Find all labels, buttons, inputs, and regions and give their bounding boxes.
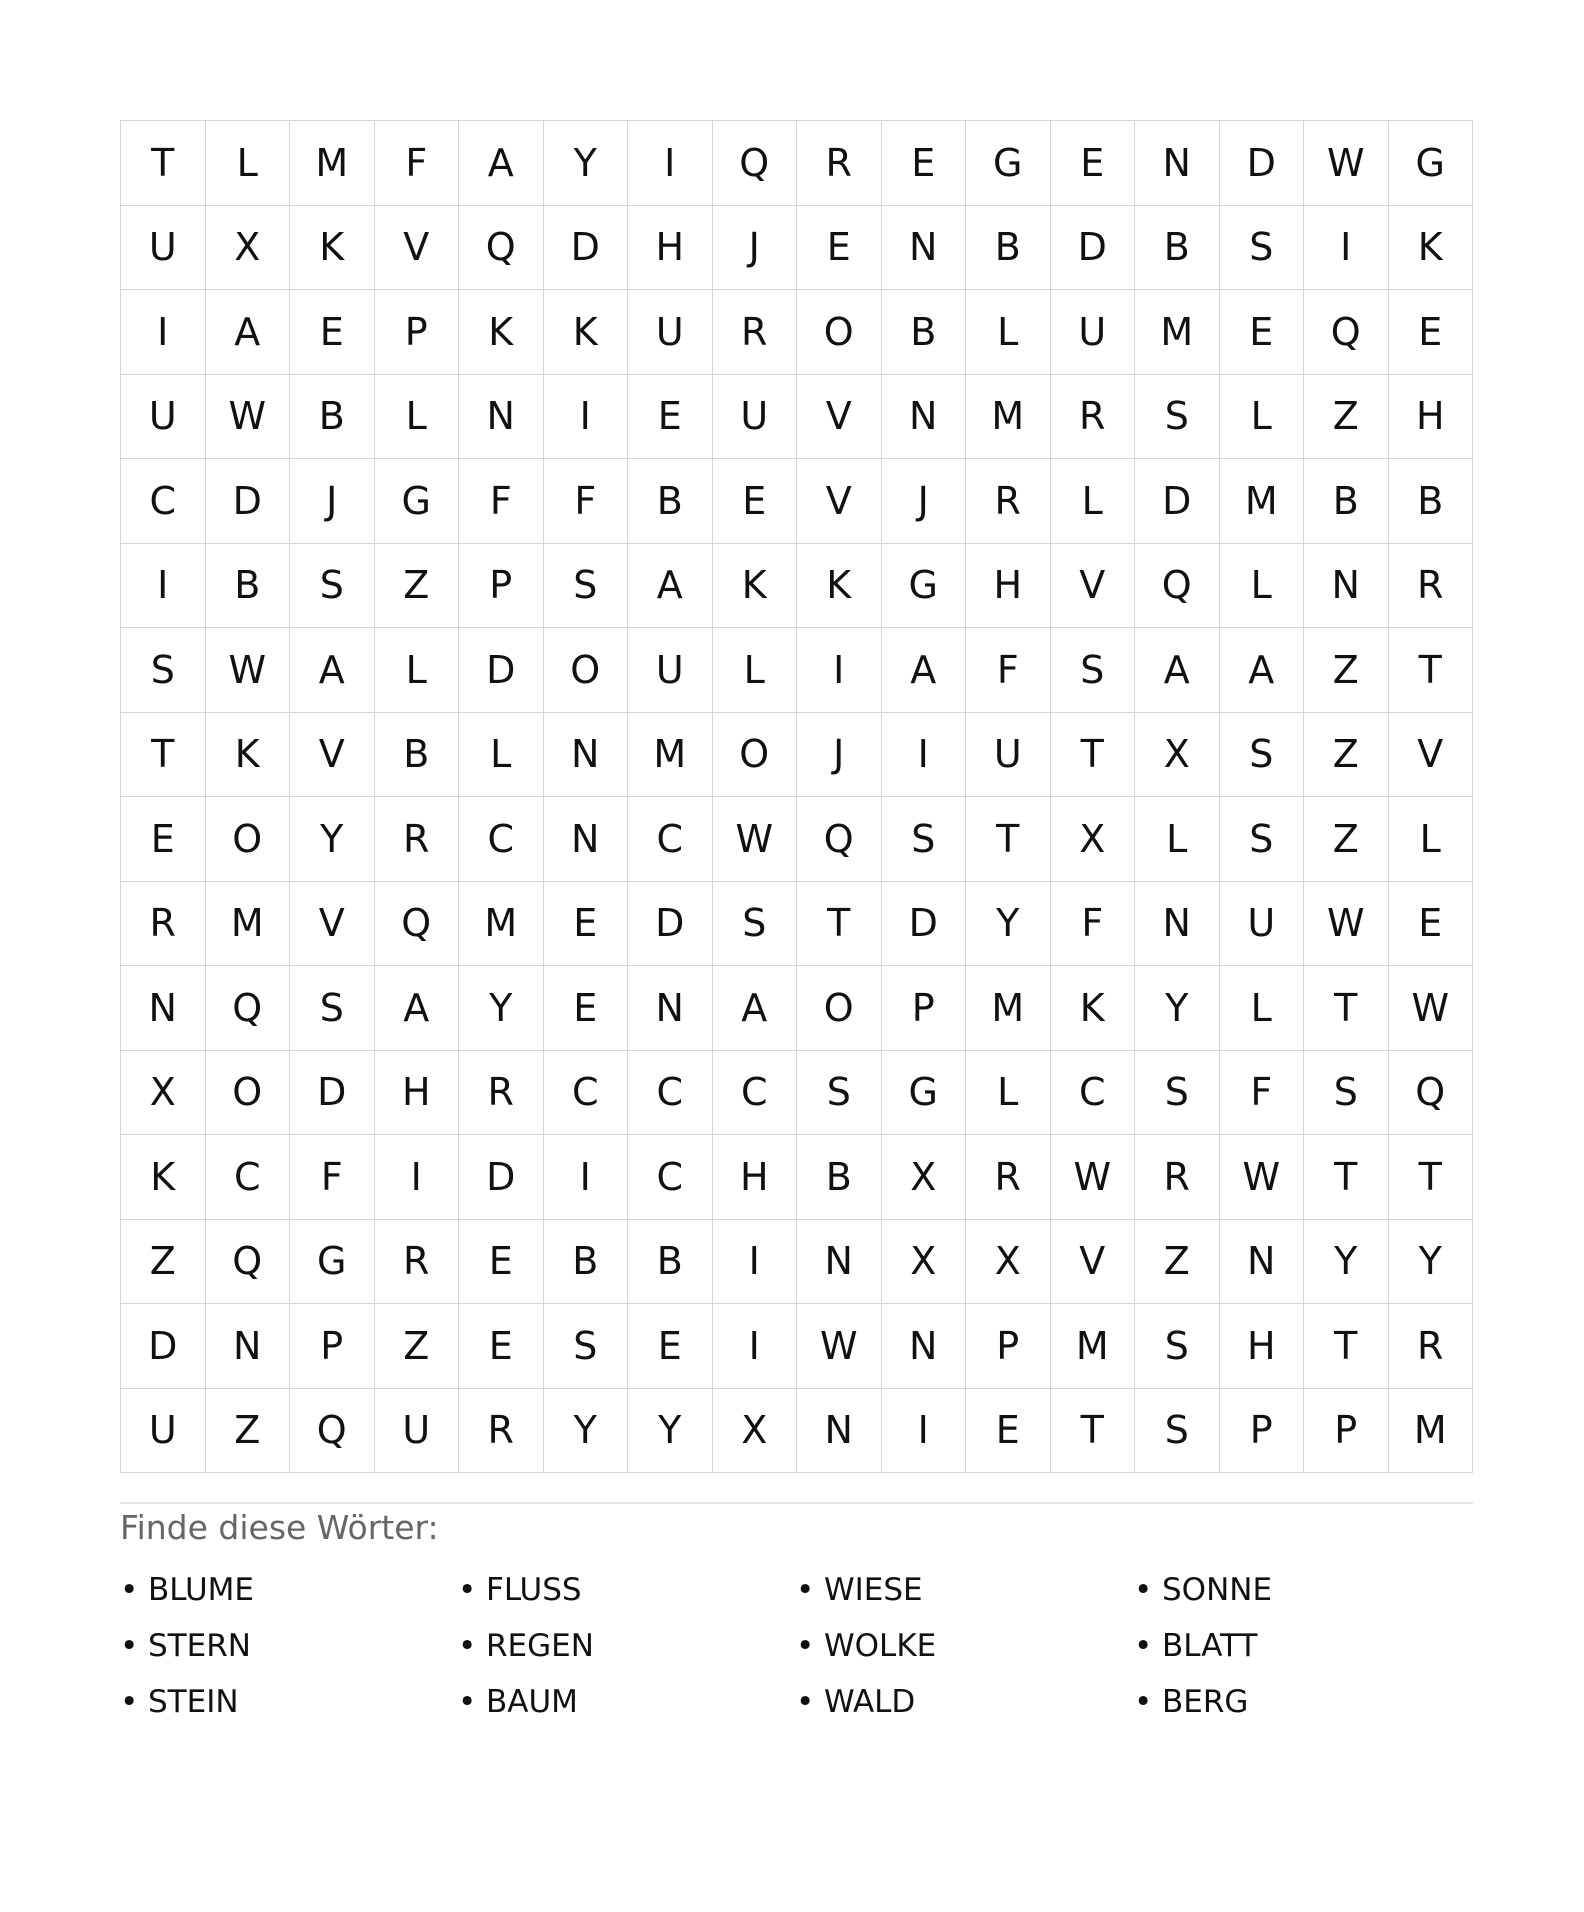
grid-cell[interactable]: C — [459, 797, 544, 882]
grid-cell[interactable]: B — [797, 1135, 882, 1220]
grid-cell[interactable]: U — [1051, 290, 1136, 375]
grid-cell[interactable]: D — [459, 1135, 544, 1220]
grid-cell[interactable]: E — [1220, 290, 1305, 375]
grid-cell[interactable]: C — [1051, 1051, 1136, 1136]
word-list-heading: Finde diese Wörter: — [120, 1508, 439, 1547]
word-list-item — [120, 1562, 458, 1618]
grid-cell[interactable]: B — [882, 290, 967, 375]
grid-cell[interactable]: L — [206, 121, 291, 206]
bullet-icon: • — [120, 1684, 139, 1720]
grid-cell[interactable]: R — [1389, 544, 1474, 629]
grid-cell[interactable]: X — [206, 206, 291, 291]
word-label: REGEN — [486, 1628, 594, 1664]
grid-cell[interactable]: Z — [121, 1220, 206, 1305]
grid-cell[interactable]: K — [1389, 206, 1474, 291]
grid-cell[interactable]: C — [628, 1051, 713, 1136]
grid-cell[interactable]: R — [121, 882, 206, 967]
grid-cell[interactable]: N — [544, 713, 629, 798]
grid-cell[interactable]: N — [628, 966, 713, 1051]
grid-cell[interactable]: Y — [459, 966, 544, 1051]
grid-cell[interactable]: F — [459, 459, 544, 544]
bullet-icon: • — [796, 1684, 815, 1720]
grid-cell[interactable]: I — [121, 544, 206, 629]
bullet-icon: • — [1134, 1628, 1153, 1664]
word-list-item — [458, 1674, 796, 1730]
grid-cell[interactable]: H — [1389, 375, 1474, 460]
grid-cell[interactable]: H — [628, 206, 713, 291]
grid-cell[interactable]: S — [544, 1304, 629, 1389]
grid-cell[interactable]: E — [459, 1220, 544, 1305]
grid-cell[interactable]: L — [966, 1051, 1051, 1136]
grid-cell[interactable]: Q — [1304, 290, 1389, 375]
grid-cell[interactable]: T — [1389, 628, 1474, 713]
grid-cell[interactable]: A — [206, 290, 291, 375]
grid-cell[interactable]: O — [713, 713, 798, 798]
grid-cell[interactable]: E — [121, 797, 206, 882]
grid-cell[interactable]: Y — [290, 797, 375, 882]
grid-cell[interactable]: S — [290, 966, 375, 1051]
grid-cell[interactable]: D — [1135, 459, 1220, 544]
grid-cell[interactable]: S — [713, 882, 798, 967]
grid-cell[interactable]: B — [628, 1220, 713, 1305]
grid-cell[interactable]: T — [1389, 1135, 1474, 1220]
grid-cell[interactable]: H — [1220, 1304, 1305, 1389]
grid-cell[interactable]: R — [1135, 1135, 1220, 1220]
grid-cell[interactable]: Z — [1304, 375, 1389, 460]
grid-cell[interactable]: B — [966, 206, 1051, 291]
grid-cell[interactable]: T — [1051, 1389, 1136, 1474]
word-list-item — [458, 1618, 796, 1674]
grid-cell[interactable]: L — [1220, 375, 1305, 460]
grid-cell[interactable]: Y — [628, 1389, 713, 1474]
word-label: WIESE — [824, 1572, 923, 1608]
grid-cell[interactable]: E — [628, 1304, 713, 1389]
grid-cell[interactable]: L — [1220, 966, 1305, 1051]
grid-cell[interactable]: B — [1304, 459, 1389, 544]
grid-cell[interactable]: F — [375, 121, 460, 206]
grid-cell[interactable]: J — [713, 206, 798, 291]
word-list-item — [796, 1562, 1134, 1618]
grid-cell[interactable]: Q — [1389, 1051, 1474, 1136]
grid-cell[interactable]: S — [1304, 1051, 1389, 1136]
grid-cell[interactable]: I — [121, 290, 206, 375]
grid-cell[interactable]: V — [797, 459, 882, 544]
grid-cell[interactable]: C — [544, 1051, 629, 1136]
bullet-icon: • — [120, 1628, 139, 1664]
grid-cell[interactable]: D — [459, 628, 544, 713]
grid-cell[interactable]: X — [966, 1220, 1051, 1305]
grid-cell[interactable]: G — [966, 121, 1051, 206]
grid-cell[interactable]: S — [882, 797, 967, 882]
grid-cell[interactable]: H — [966, 544, 1051, 629]
grid-cell[interactable]: V — [1389, 713, 1474, 798]
grid-cell[interactable]: N — [206, 1304, 291, 1389]
grid-cell[interactable]: P — [1220, 1389, 1305, 1474]
grid-cell[interactable]: G — [1389, 121, 1474, 206]
grid-cell[interactable]: E — [797, 206, 882, 291]
grid-cell[interactable]: I — [544, 375, 629, 460]
grid-cell[interactable]: V — [1051, 1220, 1136, 1305]
grid-cell[interactable]: E — [628, 375, 713, 460]
grid-cell[interactable]: J — [797, 713, 882, 798]
grid-cell[interactable]: R — [797, 121, 882, 206]
grid-cell[interactable]: D — [628, 882, 713, 967]
grid-cell[interactable]: Z — [1304, 628, 1389, 713]
grid-cell[interactable]: U — [1220, 882, 1305, 967]
grid-cell[interactable]: C — [713, 1051, 798, 1136]
grid-cell[interactable]: L — [1389, 797, 1474, 882]
grid-cell[interactable]: V — [375, 206, 460, 291]
grid-cell[interactable]: M — [1389, 1389, 1474, 1474]
grid-cell[interactable]: M — [966, 966, 1051, 1051]
grid-cell[interactable]: N — [1135, 882, 1220, 967]
grid-cell[interactable]: O — [206, 1051, 291, 1136]
grid-cell[interactable]: N — [797, 1220, 882, 1305]
word-list-item — [796, 1674, 1134, 1730]
grid-cell[interactable]: S — [1220, 713, 1305, 798]
grid-cell[interactable]: D — [206, 459, 291, 544]
grid-cell[interactable]: R — [459, 1389, 544, 1474]
grid-cell[interactable]: U — [713, 375, 798, 460]
word-label: STERN — [148, 1628, 251, 1664]
word-list-item — [1134, 1618, 1472, 1674]
grid-cell[interactable]: R — [1389, 1304, 1474, 1389]
bullet-icon: • — [458, 1572, 477, 1608]
grid-cell[interactable]: D — [882, 882, 967, 967]
word-list — [120, 1562, 1480, 1730]
grid-cell[interactable]: C — [628, 1135, 713, 1220]
grid-cell[interactable]: N — [882, 1304, 967, 1389]
grid-cell[interactable]: E — [713, 459, 798, 544]
grid-cell[interactable]: O — [797, 290, 882, 375]
grid-cell[interactable]: G — [882, 544, 967, 629]
word-label: BLATT — [1162, 1628, 1258, 1664]
grid-cell[interactable]: M — [966, 375, 1051, 460]
grid-cell[interactable]: I — [544, 1135, 629, 1220]
grid-cell[interactable]: B — [1135, 206, 1220, 291]
grid-cell[interactable]: P — [966, 1304, 1051, 1389]
word-list-item — [120, 1674, 458, 1730]
grid-cell[interactable]: T — [1304, 1135, 1389, 1220]
divider — [120, 1502, 1473, 1504]
word-list-item — [1134, 1674, 1472, 1730]
grid-cell[interactable]: A — [713, 966, 798, 1051]
grid-cell[interactable]: T — [1304, 1304, 1389, 1389]
grid-cell[interactable]: I — [713, 1304, 798, 1389]
grid-cell[interactable]: Q — [459, 206, 544, 291]
grid-cell[interactable]: U — [121, 375, 206, 460]
grid-cell[interactable]: U — [375, 1389, 460, 1474]
grid-cell[interactable]: T — [1051, 713, 1136, 798]
grid-cell[interactable]: V — [290, 713, 375, 798]
grid-cell[interactable]: H — [713, 1135, 798, 1220]
grid-cell[interactable]: L — [966, 290, 1051, 375]
grid-cell[interactable]: W — [206, 628, 291, 713]
grid-cell[interactable]: R — [713, 290, 798, 375]
grid-cell[interactable]: Q — [375, 882, 460, 967]
bullet-icon: • — [120, 1572, 139, 1608]
grid-cell[interactable]: E — [290, 290, 375, 375]
word-label: STEIN — [148, 1684, 239, 1720]
grid-cell[interactable]: I — [375, 1135, 460, 1220]
grid-cell[interactable]: I — [628, 121, 713, 206]
grid-cell[interactable]: S — [1135, 375, 1220, 460]
grid-cell[interactable]: T — [966, 797, 1051, 882]
grid-cell[interactable]: T — [1304, 966, 1389, 1051]
grid-cell[interactable]: O — [206, 797, 291, 882]
grid-cell[interactable]: T — [121, 121, 206, 206]
grid-cell[interactable]: Z — [1304, 713, 1389, 798]
grid-cell[interactable]: Q — [206, 966, 291, 1051]
grid-cell[interactable]: E — [966, 1389, 1051, 1474]
grid-cell[interactable]: C — [628, 797, 713, 882]
grid-cell[interactable]: P — [459, 544, 544, 629]
grid-cell[interactable]: Q — [1135, 544, 1220, 629]
grid-cell[interactable]: Y — [1135, 966, 1220, 1051]
grid-cell[interactable]: R — [966, 459, 1051, 544]
grid-cell[interactable]: L — [1220, 544, 1305, 629]
grid-cell[interactable]: K — [713, 544, 798, 629]
grid-cell[interactable]: S — [1220, 797, 1305, 882]
grid-cell[interactable]: X — [882, 1220, 967, 1305]
grid-cell[interactable]: H — [375, 1051, 460, 1136]
grid-cell[interactable]: S — [121, 628, 206, 713]
grid-cell[interactable]: E — [459, 1304, 544, 1389]
grid-cell[interactable]: E — [882, 121, 967, 206]
grid-cell[interactable]: M — [459, 882, 544, 967]
word-label: WOLKE — [824, 1628, 937, 1664]
grid-cell[interactable]: Q — [206, 1220, 291, 1305]
grid-cell[interactable]: O — [544, 628, 629, 713]
grid-cell[interactable]: M — [206, 882, 291, 967]
grid-cell[interactable]: K — [544, 290, 629, 375]
bullet-icon: • — [1134, 1572, 1153, 1608]
grid-cell[interactable]: P — [1304, 1389, 1389, 1474]
word-list-item — [1134, 1562, 1472, 1618]
grid-cell[interactable]: I — [882, 1389, 967, 1474]
grid-cell[interactable]: Y — [1389, 1220, 1474, 1305]
grid-cell[interactable]: X — [1051, 797, 1136, 882]
grid-cell[interactable]: P — [882, 966, 967, 1051]
grid-cell[interactable]: S — [1051, 628, 1136, 713]
grid-cell[interactable]: G — [290, 1220, 375, 1305]
grid-cell[interactable]: Y — [966, 882, 1051, 967]
bullet-icon: • — [1134, 1684, 1153, 1720]
grid-cell[interactable]: A — [1220, 628, 1305, 713]
grid-cell[interactable]: Y — [544, 121, 629, 206]
grid-cell[interactable]: Z — [1135, 1220, 1220, 1305]
grid-cell[interactable]: K — [1051, 966, 1136, 1051]
grid-cell[interactable]: M — [1220, 459, 1305, 544]
grid-cell[interactable]: G — [375, 459, 460, 544]
grid-cell[interactable]: O — [797, 966, 882, 1051]
grid-cell[interactable]: S — [290, 544, 375, 629]
grid-cell[interactable]: Q — [797, 797, 882, 882]
grid-cell[interactable]: S — [544, 544, 629, 629]
grid-cell[interactable]: X — [1135, 713, 1220, 798]
bullet-icon: • — [458, 1628, 477, 1664]
grid-cell[interactable]: U — [628, 628, 713, 713]
grid-cell[interactable]: L — [713, 628, 798, 713]
grid-cell[interactable]: M — [1135, 290, 1220, 375]
grid-cell[interactable]: N — [544, 797, 629, 882]
grid-cell[interactable]: B — [375, 713, 460, 798]
grid-cell[interactable]: Y — [1304, 1220, 1389, 1305]
grid-cell[interactable]: W — [797, 1304, 882, 1389]
grid-cell[interactable]: W — [1304, 882, 1389, 967]
grid-cell[interactable]: Y — [544, 1389, 629, 1474]
bullet-icon: • — [458, 1684, 477, 1720]
grid-cell[interactable]: A — [375, 966, 460, 1051]
word-list-item — [796, 1618, 1134, 1674]
grid-cell[interactable]: E — [544, 966, 629, 1051]
grid-cell[interactable]: B — [628, 459, 713, 544]
grid-cell[interactable]: N — [1135, 121, 1220, 206]
grid-cell[interactable]: J — [290, 459, 375, 544]
grid-cell[interactable]: K — [206, 713, 291, 798]
grid-cell[interactable]: X — [882, 1135, 967, 1220]
grid-cell[interactable]: W — [1304, 121, 1389, 206]
grid-cell[interactable]: B — [544, 1220, 629, 1305]
grid-cell[interactable]: S — [1135, 1389, 1220, 1474]
word-label: SONNE — [1162, 1572, 1273, 1608]
grid-cell[interactable]: F — [1051, 882, 1136, 967]
grid-cell[interactable]: I — [713, 1220, 798, 1305]
grid-cell[interactable]: A — [882, 628, 967, 713]
grid-cell[interactable]: T — [121, 713, 206, 798]
word-list-item — [458, 1562, 796, 1618]
bullet-icon: • — [796, 1628, 815, 1664]
grid-cell[interactable]: N — [459, 375, 544, 460]
grid-cell[interactable]: V — [797, 375, 882, 460]
grid-cell[interactable]: K — [459, 290, 544, 375]
grid-cell[interactable]: N — [882, 206, 967, 291]
grid-cell[interactable]: N — [1304, 544, 1389, 629]
grid-cell[interactable]: A — [290, 628, 375, 713]
word-label: BLUME — [148, 1572, 255, 1608]
grid-cell[interactable]: E — [1051, 121, 1136, 206]
word-list-item — [120, 1618, 458, 1674]
letter-grid — [120, 120, 1473, 1473]
grid-cell[interactable]: N — [121, 966, 206, 1051]
grid-cell[interactable]: I — [1304, 206, 1389, 291]
word-label: FLUSS — [486, 1572, 582, 1608]
grid-cell[interactable]: E — [544, 882, 629, 967]
grid-cell[interactable]: R — [1051, 375, 1136, 460]
word-label: WALD — [824, 1684, 916, 1720]
grid-cell[interactable]: W — [1389, 966, 1474, 1051]
grid-cell[interactable]: W — [206, 375, 291, 460]
grid-cell[interactable]: M — [1051, 1304, 1136, 1389]
grid-cell[interactable]: K — [121, 1135, 206, 1220]
grid-cell[interactable]: F — [966, 628, 1051, 713]
grid-cell[interactable]: C — [121, 459, 206, 544]
grid-cell[interactable]: D — [1220, 121, 1305, 206]
grid-cell[interactable]: S — [797, 1051, 882, 1136]
grid-cell[interactable]: F — [290, 1135, 375, 1220]
grid-cell[interactable]: M — [290, 121, 375, 206]
grid-cell[interactable]: W — [713, 797, 798, 882]
grid-cell[interactable]: R — [459, 1051, 544, 1136]
grid-cell[interactable]: E — [1389, 290, 1474, 375]
grid-cell[interactable]: U — [628, 290, 713, 375]
word-label: BAUM — [486, 1684, 578, 1720]
grid-cell[interactable]: T — [797, 882, 882, 967]
grid-cell[interactable]: S — [1220, 206, 1305, 291]
grid-cell[interactable]: I — [797, 628, 882, 713]
grid-cell[interactable]: R — [966, 1135, 1051, 1220]
grid-cell[interactable]: R — [375, 797, 460, 882]
word-label: BERG — [1162, 1684, 1249, 1720]
grid-cell[interactable]: J — [882, 459, 967, 544]
grid-cell[interactable]: Z — [1304, 797, 1389, 882]
grid-cell[interactable]: L — [1051, 459, 1136, 544]
grid-cell[interactable]: G — [882, 1051, 967, 1136]
grid-cell[interactable]: L — [375, 628, 460, 713]
grid-cell[interactable]: Z — [375, 1304, 460, 1389]
grid-cell[interactable]: X — [121, 1051, 206, 1136]
grid-cell[interactable]: I — [882, 713, 967, 798]
grid-cell[interactable]: E — [1389, 882, 1474, 967]
grid-cell[interactable]: P — [375, 290, 460, 375]
grid-cell[interactable]: P — [290, 1304, 375, 1389]
grid-cell[interactable]: Q — [713, 121, 798, 206]
grid-cell[interactable]: K — [797, 544, 882, 629]
grid-cell[interactable]: L — [375, 375, 460, 460]
grid-cell[interactable]: U — [121, 206, 206, 291]
grid-cell[interactable]: A — [459, 121, 544, 206]
grid-cell[interactable]: Q — [290, 1389, 375, 1474]
grid-cell[interactable]: C — [206, 1135, 291, 1220]
grid-cell[interactable]: N — [1220, 1220, 1305, 1305]
grid-cell[interactable]: D — [290, 1051, 375, 1136]
grid-cell[interactable]: X — [713, 1389, 798, 1474]
grid-cell[interactable]: B — [290, 375, 375, 460]
grid-cell[interactable]: R — [375, 1220, 460, 1305]
grid-cell[interactable]: D — [1051, 206, 1136, 291]
grid-cell[interactable]: Z — [206, 1389, 291, 1474]
grid-cell[interactable]: U — [121, 1389, 206, 1474]
grid-cell[interactable]: B — [1389, 459, 1474, 544]
grid-cell[interactable]: N — [797, 1389, 882, 1474]
grid-cell[interactable]: B — [206, 544, 291, 629]
grid-cell[interactable]: L — [459, 713, 544, 798]
grid-cell[interactable]: S — [1135, 1051, 1220, 1136]
grid-cell[interactable]: K — [290, 206, 375, 291]
grid-cell[interactable]: F — [1220, 1051, 1305, 1136]
grid-cell[interactable]: D — [121, 1304, 206, 1389]
grid-cell[interactable]: Z — [375, 544, 460, 629]
grid-cell[interactable]: V — [290, 882, 375, 967]
grid-cell[interactable]: S — [1135, 1304, 1220, 1389]
grid-cell[interactable]: F — [544, 459, 629, 544]
grid-cell[interactable]: N — [882, 375, 967, 460]
grid-cell[interactable]: U — [966, 713, 1051, 798]
grid-cell[interactable]: A — [628, 544, 713, 629]
grid-cell[interactable]: M — [628, 713, 713, 798]
grid-cell[interactable]: A — [1135, 628, 1220, 713]
grid-cell[interactable]: D — [544, 206, 629, 291]
grid-cell[interactable]: L — [1135, 797, 1220, 882]
bullet-icon: • — [796, 1572, 815, 1608]
grid-cell[interactable]: W — [1220, 1135, 1305, 1220]
grid-cell[interactable]: V — [1051, 544, 1136, 629]
grid-cell[interactable]: W — [1051, 1135, 1136, 1220]
